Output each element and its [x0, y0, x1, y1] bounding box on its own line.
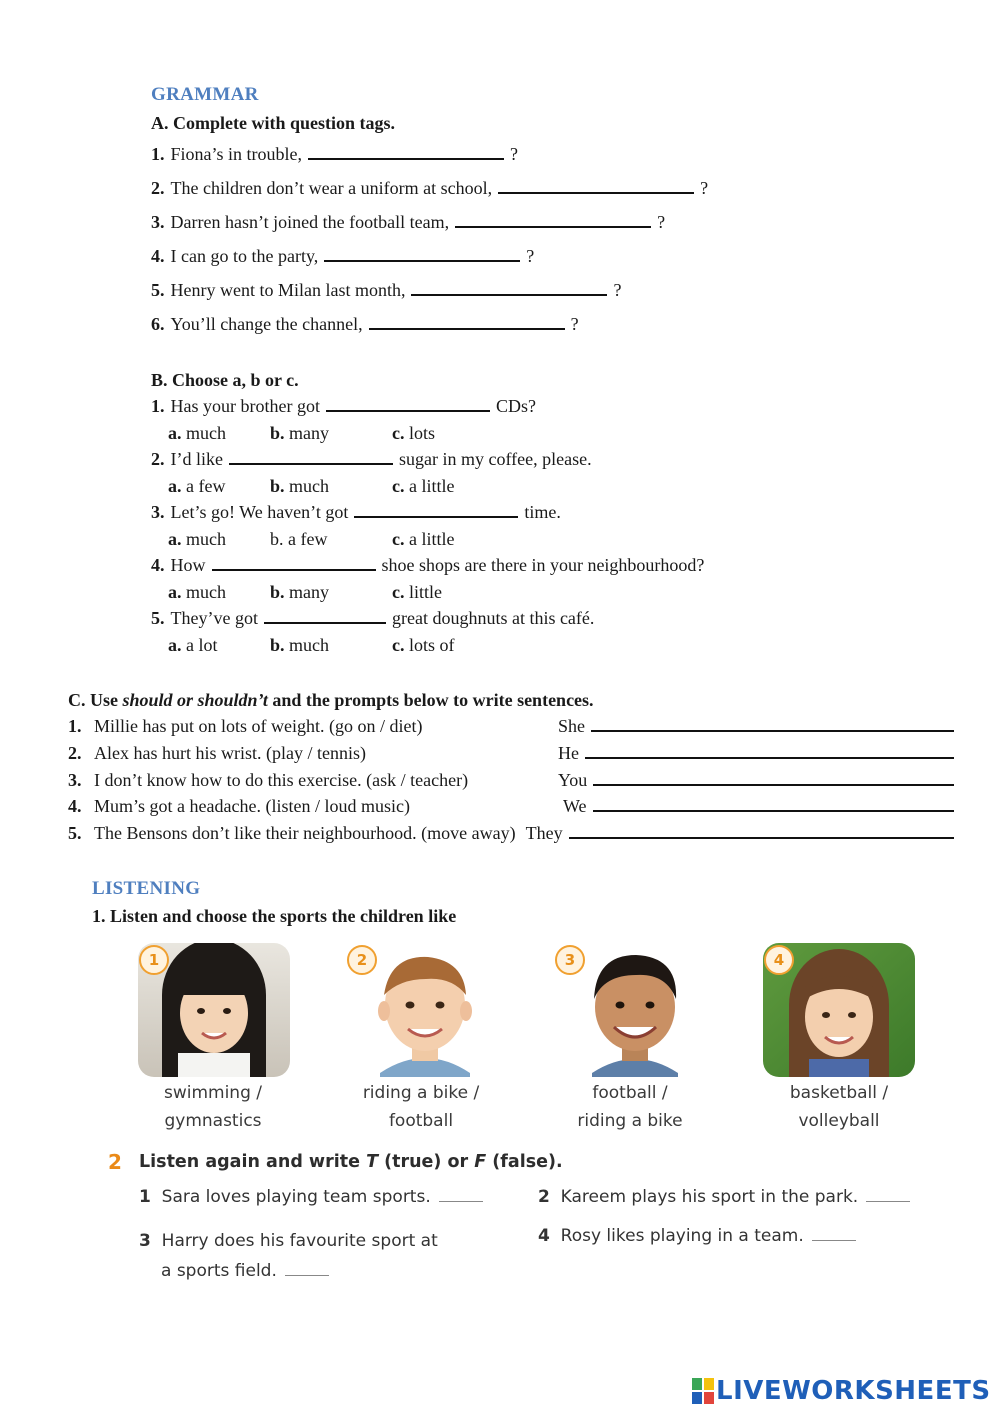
badge-4: 4	[764, 945, 794, 975]
answer-blank[interactable]	[229, 462, 393, 465]
item-number: 6.	[151, 314, 165, 334]
choice-options	[151, 476, 704, 503]
prompt-text: The Bensons don’t like their neighbourhood. (move away)	[94, 823, 516, 844]
prompt-text: Millie has put on lots of weight. (go on / diet)	[94, 716, 423, 736]
sport-option-1b[interactable]: gymnastics	[164, 1111, 262, 1131]
answer-blank[interactable]	[264, 621, 386, 624]
option-a[interactable]: a. much	[168, 422, 226, 443]
tf-answer-blank[interactable]	[812, 1240, 856, 1241]
answer-blank[interactable]	[498, 191, 694, 194]
answer-blank[interactable]	[324, 259, 520, 262]
question-mark: ?	[613, 280, 622, 300]
badge-1: 1	[139, 945, 169, 975]
tf-answer-blank[interactable]	[439, 1201, 483, 1202]
option-b[interactable]: b. many	[270, 581, 330, 602]
sport-option-4a[interactable]: basketball /	[789, 1083, 889, 1103]
subject-word: They	[525, 823, 563, 844]
option-b[interactable]: b. a few	[270, 528, 328, 549]
option-c[interactable]: c. a little	[392, 528, 455, 549]
option-a[interactable]: a. much	[168, 528, 226, 549]
item-number: 5.	[151, 280, 165, 300]
question-text: They’ve got	[170, 608, 258, 628]
question-text-end: time.	[524, 502, 561, 522]
liveworksheets-logo	[692, 1376, 991, 1406]
question-tag-item	[151, 178, 708, 212]
choice-question	[151, 396, 704, 423]
option-c[interactable]: c. lots of	[392, 634, 455, 655]
item-number: 2.	[151, 178, 165, 198]
option-a[interactable]: a. much	[168, 581, 226, 602]
tf-answer-blank[interactable]	[866, 1201, 910, 1202]
option-b[interactable]: b. many	[270, 422, 330, 443]
answer-line[interactable]	[593, 783, 954, 786]
sport-option-3a[interactable]: football /	[592, 1083, 668, 1103]
logo-text: LIVEWORKSHEETS	[716, 1376, 991, 1406]
subject-word: We	[563, 796, 587, 817]
badge-2: 2	[347, 945, 377, 975]
tf-item-4: 4 Rosy likes playing in a team.	[538, 1226, 856, 1246]
question-mark: ?	[526, 246, 535, 266]
question-tag-item	[151, 280, 708, 314]
answer-line[interactable]	[585, 756, 954, 759]
subject-word: She	[558, 716, 585, 736]
choice-question	[151, 608, 704, 635]
sentence-item	[68, 823, 958, 850]
item-number: 2.	[68, 742, 82, 763]
answer-blank[interactable]	[455, 225, 651, 228]
question-tag-item	[151, 314, 708, 348]
section-b-list	[151, 396, 704, 661]
choice-question	[151, 449, 704, 476]
question-text-end: CDs?	[495, 396, 536, 416]
tf-item-3: 3 Harry does his favourite sport at a sports field.	[139, 1231, 438, 1281]
tf-item-2: 2 Kareem plays his sport in the park.	[538, 1187, 910, 1207]
sentence-item	[68, 796, 958, 823]
sport-option-4b[interactable]: volleyball	[798, 1111, 880, 1131]
logo-icon	[692, 1378, 714, 1404]
item-number: 1.	[151, 396, 165, 416]
badge-3: 3	[555, 945, 585, 975]
sport-option-3b[interactable]: riding a bike	[577, 1111, 683, 1131]
question-text: Let’s go! We haven’t got	[170, 502, 349, 522]
item-text: Henry went to Milan last month,	[170, 280, 406, 300]
option-c[interactable]: c. little	[392, 581, 442, 602]
tf-item-1: 1 Sara loves playing team sports.	[139, 1187, 483, 1207]
task-2-number: 2	[108, 1150, 122, 1174]
sentence-item	[68, 743, 958, 770]
choice-options	[151, 423, 704, 450]
item-number: 5.	[151, 608, 165, 628]
choice-options	[151, 582, 704, 609]
section-a-title: A. Complete with question tags.	[151, 113, 396, 133]
question-mark: ?	[700, 178, 709, 198]
section-b-title: B. Choose a, b or c.	[151, 370, 299, 390]
caption-4	[744, 1079, 934, 1135]
item-number: 3.	[68, 769, 82, 790]
answer-blank[interactable]	[354, 515, 518, 518]
question-text: Has your brother got	[170, 396, 320, 416]
question-text-end: great doughnuts at this café.	[391, 608, 595, 628]
item-number: 5.	[68, 823, 82, 844]
question-text-end: shoe shops are there in your neighbourhood?	[381, 555, 705, 575]
section-a-list	[151, 144, 708, 348]
question-tag-item	[151, 212, 708, 246]
prompt-text: I don’t know how to do this exercise. (ask / teacher)	[94, 769, 469, 790]
tf-answer-blank[interactable]	[285, 1275, 329, 1276]
item-number: 4.	[151, 246, 165, 266]
question-mark: ?	[570, 314, 579, 334]
question-mark: ?	[510, 144, 518, 164]
question-tag-item	[151, 144, 708, 178]
caption-1	[118, 1079, 308, 1135]
question-text-end: sugar in my coffee, please.	[398, 449, 592, 469]
option-a[interactable]: a. a few	[168, 475, 226, 496]
sentence-item	[68, 770, 958, 797]
answer-line[interactable]	[569, 836, 954, 839]
item-number: 4.	[151, 555, 165, 575]
question-mark: ?	[657, 212, 666, 232]
choice-options	[151, 529, 704, 556]
option-b[interactable]: b. much	[270, 634, 330, 655]
item-text: I can go to the party,	[170, 246, 319, 266]
item-number: 2.	[151, 449, 165, 469]
prompt-text: Alex has hurt his wrist. (play / tennis)	[94, 742, 366, 763]
item-number: 4.	[68, 796, 82, 817]
option-c[interactable]: c. a little	[392, 475, 455, 496]
item-number: 3.	[151, 212, 165, 232]
item-text: The children don’t wear a uniform at school,	[170, 178, 493, 198]
item-number: 1.	[68, 716, 82, 736]
grammar-heading: GRAMMAR	[151, 84, 259, 105]
caption-3	[535, 1079, 725, 1135]
answer-blank[interactable]	[212, 568, 376, 571]
listening-task-1-title: 1. Listen and choose the sports the children like	[92, 906, 457, 926]
child-photo-3	[570, 943, 700, 1077]
sport-option-2a[interactable]: riding a bike /	[362, 1083, 480, 1103]
item-number: 3.	[151, 502, 165, 522]
task-2-title: Listen again and write T (true) or F (false).	[139, 1152, 563, 1172]
subject-word: He	[558, 742, 579, 763]
option-c[interactable]: c. lots	[392, 422, 436, 443]
section-c-title: C. Use should or shouldn’t and the prompts below to write sentences.	[68, 690, 594, 710]
choice-options	[151, 635, 704, 662]
answer-line[interactable]	[593, 809, 954, 812]
item-text: Fiona’s in trouble,	[170, 144, 302, 164]
sport-option-1a[interactable]: swimming /	[163, 1083, 263, 1103]
item-number: 1.	[151, 144, 165, 164]
answer-blank[interactable]	[369, 327, 565, 330]
answer-line[interactable]	[591, 729, 954, 732]
section-c-list	[68, 716, 958, 850]
item-text: Darren hasn’t joined the football team,	[170, 212, 450, 232]
sentence-item	[68, 716, 958, 743]
answer-blank[interactable]	[411, 293, 607, 296]
question-text: How	[170, 555, 206, 575]
listening-heading: LISTENING	[92, 878, 201, 899]
choice-question	[151, 555, 704, 582]
answer-blank[interactable]	[308, 157, 504, 160]
answer-blank[interactable]	[326, 409, 490, 412]
prompt-text: Mum’s got a headache. (listen / loud music)	[94, 796, 410, 817]
caption-2	[326, 1079, 516, 1135]
question-tag-item	[151, 246, 708, 280]
child-photo-2	[360, 943, 490, 1077]
section-c-italic: should or shouldn’t	[122, 690, 268, 710]
option-b[interactable]: b. much	[270, 475, 330, 496]
question-text: I’d like	[170, 449, 223, 469]
item-text: You’ll change the channel,	[170, 314, 363, 334]
sport-option-2b[interactable]: football	[388, 1111, 454, 1131]
subject-word: You	[558, 769, 588, 790]
option-a[interactable]: a. a lot	[168, 634, 218, 655]
choice-question	[151, 502, 704, 529]
